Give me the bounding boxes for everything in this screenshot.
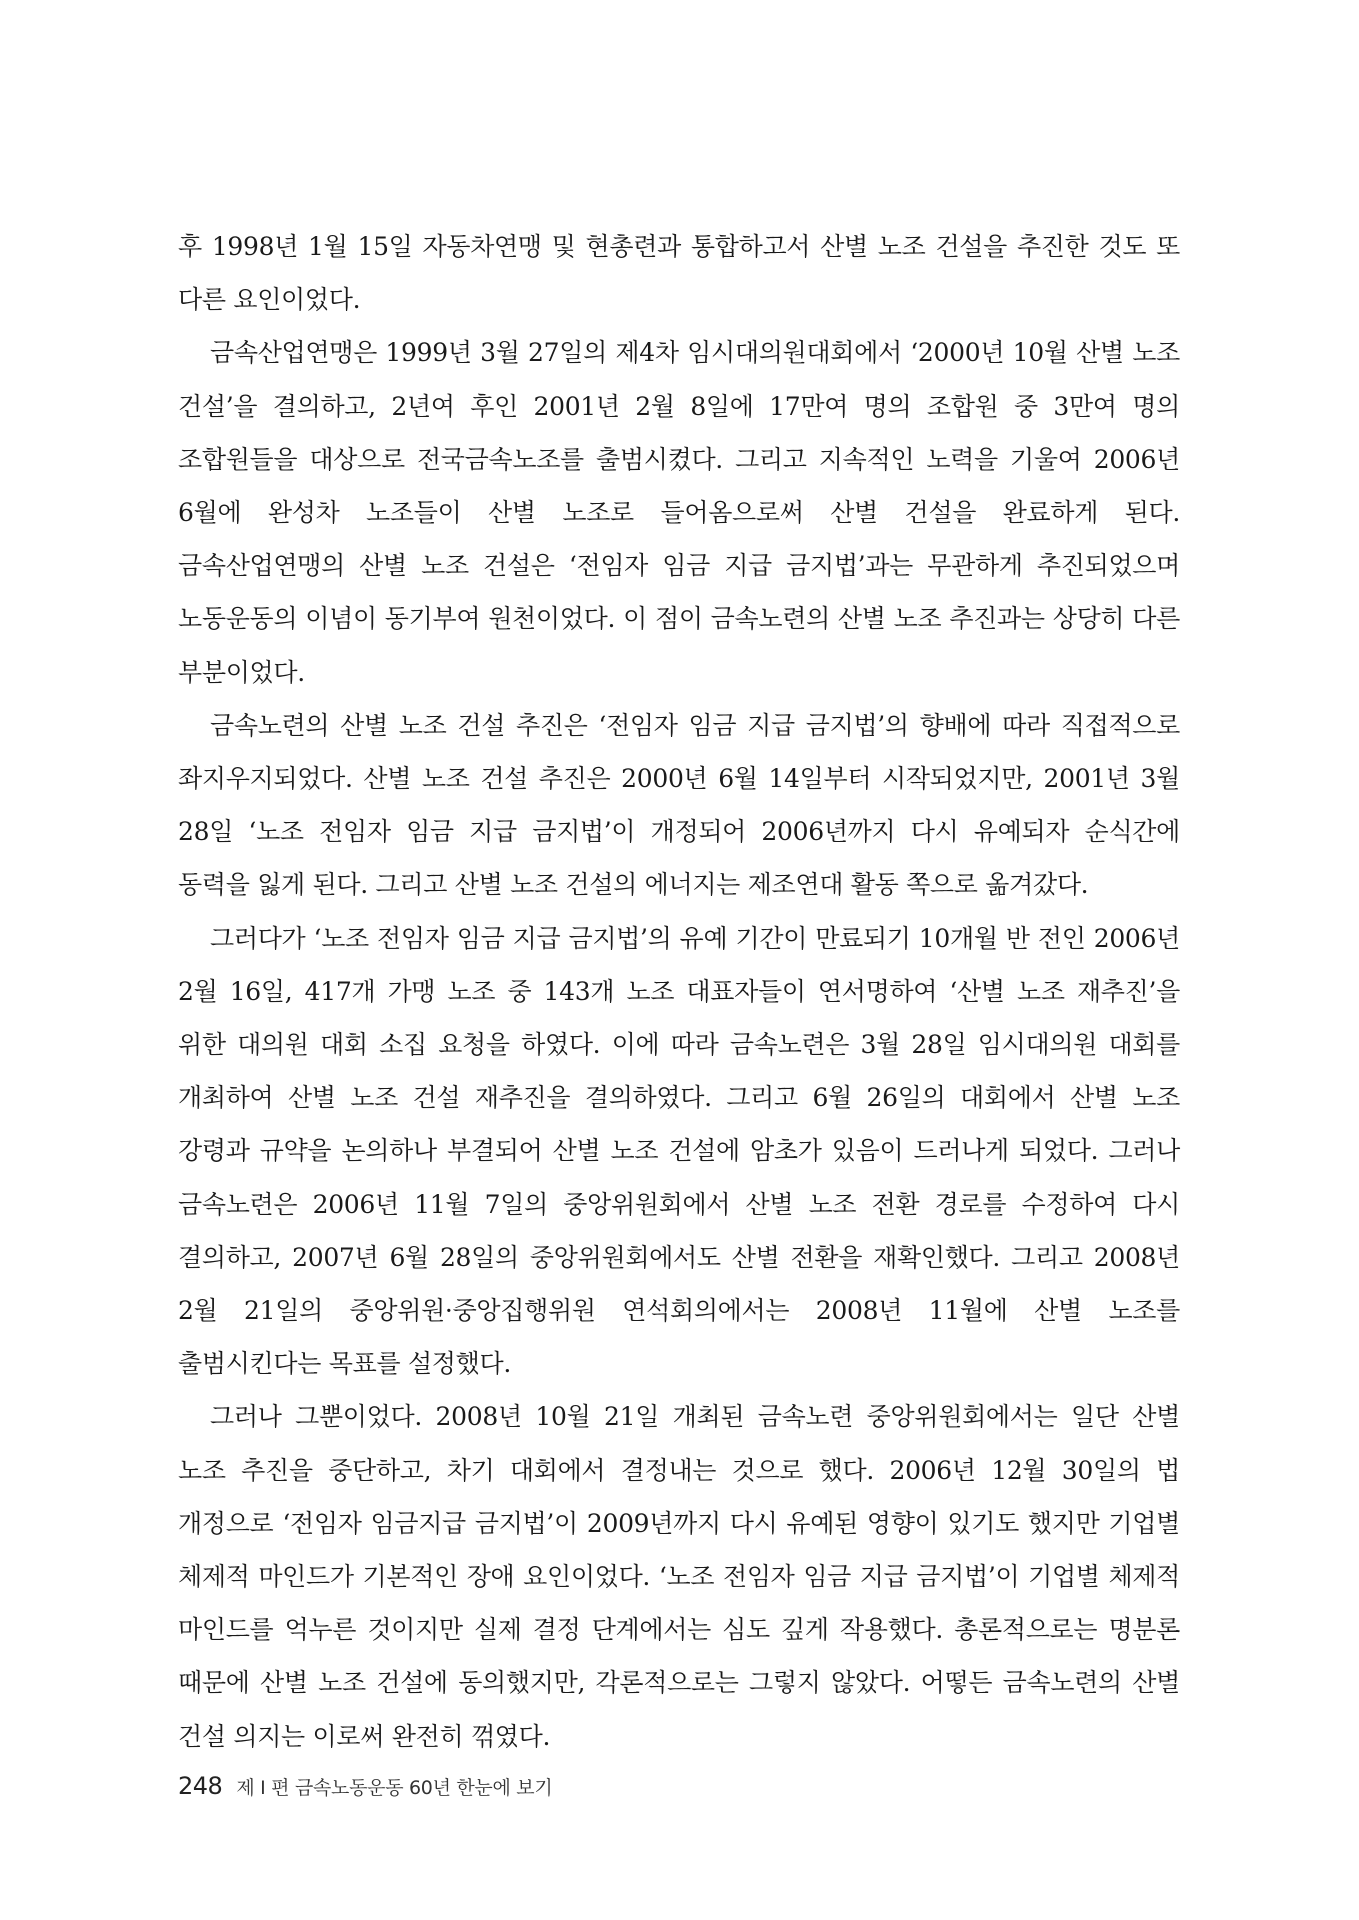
paragraph-continuation: 후 1998년 1월 15일 자동차연맹 및 현총련과 통합하고서 산별 노조 건설을 추진한 것도 또 다른 요인이었다.	[178, 232, 1180, 315]
paragraph-industrial-union-push: 금속노련의 산별 노조 건설 추진은 ‘전임자 임금 지급 금지법’의 향배에 따라 직접적으로 좌지우지되었다. 산별 노조 건설 추진은 2000년 6월 14일부터 시작되었지만, 2001년 3월 28일 ‘노조 전임자 임금 지급 금지법’이 개정되어 2006년까지 다시 유예되자 순식간에 동력을 잃게 된다. 그리고 산별 노조 건설의 에너지는 제조연대 활동 쪽으로 옮겨갔다.	[178, 710, 1180, 900]
paragraph-reinitiation: 그러다가 ‘노조 전임자 임금 지급 금지법’의 유예 기간이 만료되기 10개월 반 전인 2006년 2월 16일, 417개 가맹 노조 중 143개 노조 대표자들이 연서명하여 ‘산별 노조 재추진’을 위한 대의원 대회 소집 요청을 하였다. 이에 따라 금속노련은 3월 28일 임시대의원 대회를 개최하여 산별 노조 건설 재추진을 결의하였다. 그리고 6월 26일의 대회에서 산별 노조 강령과 규약을 논의하나 부결되어 산별 노조 건설에 암초가 있음이 드러나게 되었다. 그러나 금속노련은 2006년 11월 7일의 중앙위원회에서 산별 노조 전환 경로를 수정하여 다시 결의하고, 2007년 6월 28일의 중앙위원회에서도 산별 전환을 재확인했다. 그리고 2008년 2월 21일의 중앙위원·중앙집행위원 연석회의에서는 2008년 11월에 산별 노조를 출범시킨다는 목표를 설정했다.	[178, 923, 1180, 1379]
paragraph-conclusion: 그러나 그뿐이었다. 2008년 10월 21일 개최된 금속노련 중앙위원회에서는 일단 산별 노조 추진을 중단하고, 차기 대회에서 결정내는 것으로 했다. 2006년 12월 30일의 법 개정으로 ‘전임자 임금지급 금지법’이 2009년까지 다시 유예된 영향이 있기도 했지만 기업별 체제적 마인드가 기본적인 장애 요인이었다. ‘노조 전임자 임금 지급 금지법’이 기업별 체제적 마인드를 억누른 것이지만 실제 결정 단계에서는 심도 깊게 작용했다. 총론적으로는 명분론 때문에 산별 노조 건설에 동의했지만, 각론적으로는 그렇지 않았다. 어떻든 금속노련의 산별 건설 의지는 이로써 완전히 꺾였다.	[178, 1402, 1180, 1751]
body-text	[178, 220, 1180, 1763]
page-footer	[178, 1772, 552, 1800]
running-head: 제 I 편 금속노동운동 60년 한눈에 보기	[236, 1777, 553, 1799]
page-number: 248	[178, 1772, 223, 1800]
paragraph-metal-industry-federation: 금속산업연맹은 1999년 3월 27일의 제4차 임시대의원대회에서 ‘2000년 10월 산별 노조 건설’을 결의하고, 2년여 후인 2001년 2월 8일에 17만여 명의 조합원 중 3만여 명의 조합원들을 대상으로 전국금속노조를 출범시켰다. 그리고 지속적인 노력을 기울여 2006년 6월에 완성차 노조들이 산별 노조로 들어옴으로써 산별 건설을 완료하게 된다. 금속산업연맹의 산별 노조 건설은 ‘전임자 임금 지급 금지법’과는 무관하게 추진되었으며 노동운동의 이념이 동기부여 원천이었다. 이 점이 금속노련의 산별 노조 추진과는 상당히 다른 부분이었다.	[178, 338, 1180, 687]
